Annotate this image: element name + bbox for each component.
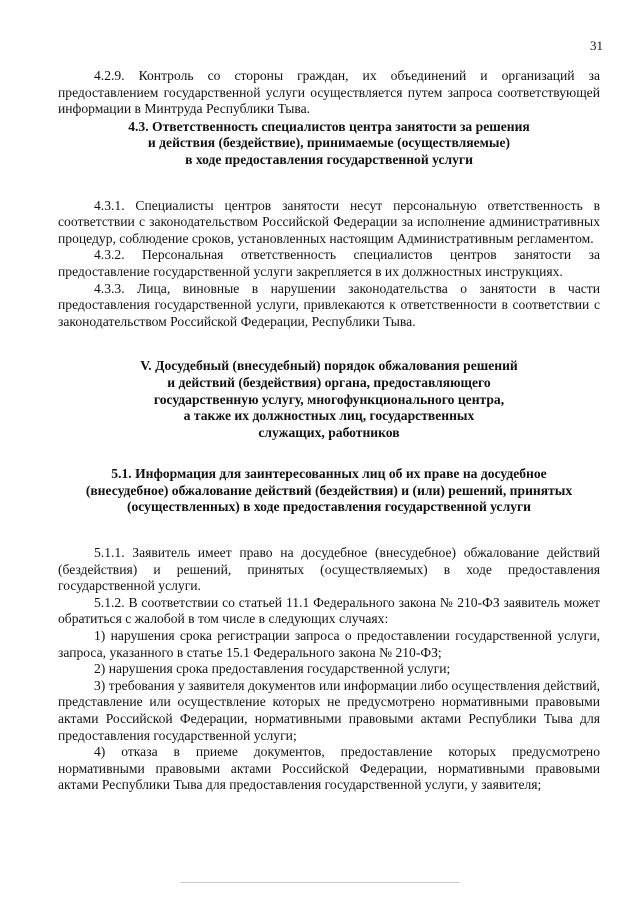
- paragraph-4-3-1: 4.3.1. Специалисты центров занятости несут персональную ответственность в соответствии с законодательством Российской Федерации за исполнение административных процедур, соблюдение сроков, установленных настоящим Административным регламентом.: [58, 197, 600, 246]
- heading-5-1-line-1: 5.1. Информация для заинтересованных лиц об их праве на досудебное: [111, 466, 547, 482]
- heading-4-3-line-2: и действия (бездействие), принимаемые (осуществляемые): [147, 135, 511, 151]
- paragraph-5-1-2: 5.1.2. В соответствии со статьей 11.1 Федерального закона № 210-ФЗ заявитель может обратиться с жалобой в том числе в следующих случаях:: [58, 594, 600, 627]
- heading-5-line-5: служащих, работников: [258, 424, 400, 440]
- heading-5-line-3: государственную услугу, многофункционального центра,: [153, 391, 505, 407]
- heading-4-3: [58, 119, 600, 169]
- heading-5-line-1: V. Досудебный (внесудебный) порядок обжалования решений: [140, 358, 518, 374]
- list-item-1: 1) нарушения срока регистрации запроса о предоставлении государственной услуги, запроса, указанного в статье 15.1 Федерального закона № 210-ФЗ;: [58, 628, 600, 660]
- paragraph-5-1-1: 5.1.1. Заявитель имеет право на досудебное (внесудебное) обжалование действий (бездействия) и решений, принятых (осуществляемых) в ходе предоставления государственной услуги.: [58, 545, 600, 594]
- heading-4-3-line-3: в ходе предоставления государственной услуги: [185, 151, 473, 167]
- list-item-4: 4) отказа в приеме документов, предоставление которых предусмотрено нормативными правовыми актами Российской Федерации, нормативными правовыми актами Республики Тыва для предоставления государственной услуги, у заявителя;: [58, 744, 600, 793]
- heading-section-5: [58, 358, 600, 441]
- heading-5-1-line-2: (внесудебное) обжалование действий (бездействия) и (или) решений, принятых: [85, 482, 573, 498]
- heading-5-1: [58, 466, 600, 516]
- heading-5-line-2: и действий (бездействия) органа, предоставляющего: [167, 374, 491, 390]
- list-item-2: 2) нарушения срока предоставления государственной услуги;: [94, 661, 451, 677]
- page-content: [58, 68, 600, 794]
- heading-5-1-line-3: (осуществленных) в ходе предоставления государственной услуги: [126, 499, 532, 515]
- scan-edge-line: [180, 882, 460, 883]
- page-number: 31: [590, 38, 603, 53]
- heading-5-line-4: а также их должностных лиц, государственных: [183, 408, 475, 424]
- paragraph-4-3-3: 4.3.3. Лица, виновные в нарушении законодательства о занятости в части предоставления государственной услуги, привлекаются к ответственности в соответствии с законодательством Российской Федерации, Республики Тыва.: [58, 280, 600, 329]
- list-item-3: 3) требования у заявителя документов или информации либо осуществления действий, представление или осуществление которых не предусмотрено нормативными правовыми актами Российской Федерации, нормативными правовыми актами Республики Тыва для предоставления государственной услуги;: [58, 677, 600, 743]
- paragraph-4-3-2: 4.3.2. Персональная ответственность специалистов центров занятости за предоставление государственной услуги закрепляется в их должностных инструкциях.: [58, 247, 600, 279]
- heading-4-3-line-1: 4.3. Ответственность специалистов центра занятости за решения: [128, 118, 530, 134]
- paragraph-4-2-9: 4.2.9. Контроль со стороны граждан, их объединений и организаций за предоставлением государственной услуги осуществляется путем запроса соответствующей информации в Минтруда Республики Тыва.: [58, 68, 600, 117]
